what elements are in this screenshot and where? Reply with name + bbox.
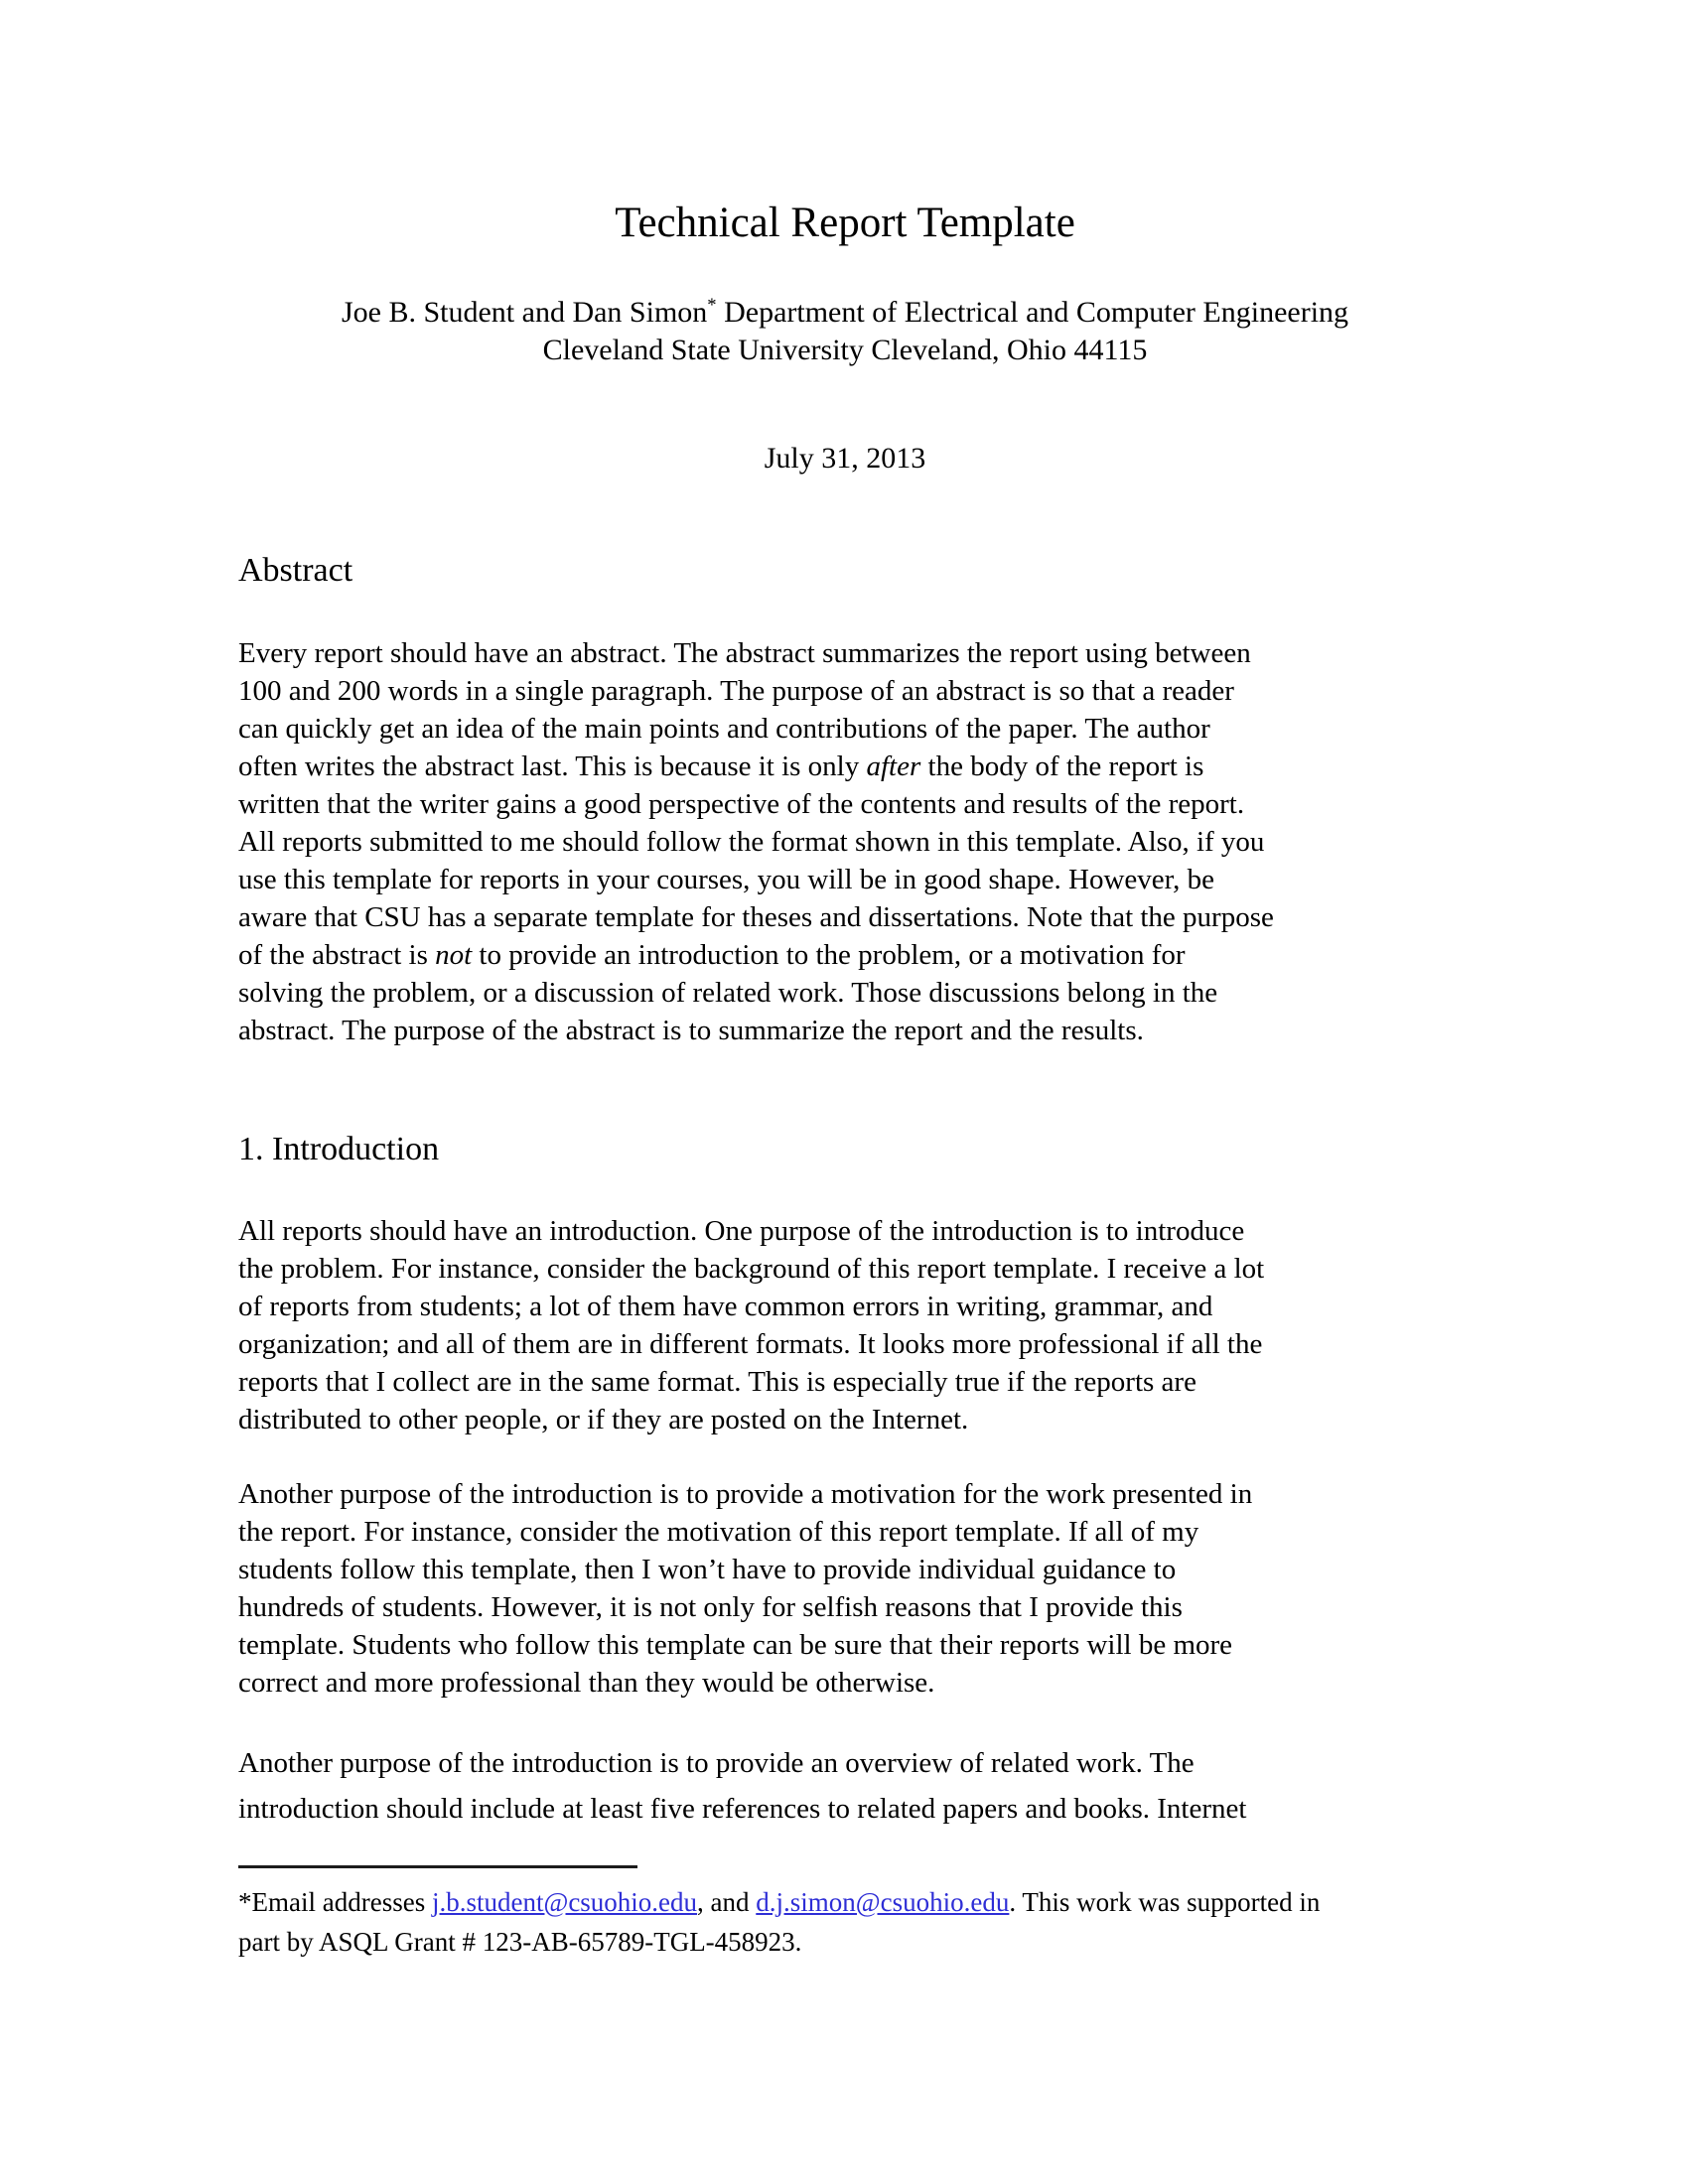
text-line (238, 710, 1452, 748)
abstract-paragraph (238, 634, 1452, 1049)
text-span: distributed to other people, or if they are posted on the Internet. (238, 1404, 969, 1435)
text-span: part by ASQL Grant # 123-AB-65789-TGL-458923. (238, 1927, 802, 1957)
introduction-paragraph-1 (238, 1212, 1452, 1438)
text-span: , and (697, 1887, 757, 1917)
footnote-text (238, 1882, 1452, 1962)
text-line (238, 1626, 1452, 1664)
text-span: written that the writer gains a good perspective of the contents and results of the report. (238, 788, 1245, 820)
author-block (238, 294, 1452, 369)
text-line (238, 1250, 1452, 1288)
text-line (238, 1363, 1452, 1401)
text-span: Department of Electrical and Computer Engineering (716, 296, 1349, 329)
text-span: All reports should have an introduction. One purpose of the introduction is to introduce (238, 1215, 1245, 1247)
text-line (238, 823, 1452, 861)
text-span: correct and more professional than they would be otherwise. (238, 1667, 935, 1699)
text-line (238, 748, 1452, 785)
text-span: template. Students who follow this template can be sure that their reports will be more (238, 1629, 1233, 1661)
text-line (238, 1475, 1452, 1513)
text-span: of the abstract is (238, 939, 436, 971)
text-line (238, 634, 1452, 672)
text-span: reports that I collect are in the same format. This is especially true if the reports are (238, 1366, 1196, 1398)
text-span: hundreds of students. However, it is not only for selfish reasons that I provide this (238, 1591, 1183, 1623)
text-span: 100 and 200 words in a single paragraph. The purpose of an abstract is so that a reader (238, 675, 1234, 707)
text-line (238, 1513, 1452, 1551)
text-span: aware that CSU has a separate template for theses and dissertations. Note that the purpose (238, 901, 1274, 933)
text-span: the report. For instance, consider the motivation of this report template. If all of my (238, 1516, 1199, 1548)
text-line (238, 1664, 1452, 1702)
introduction-paragraph-3 (238, 1740, 1452, 1832)
footnote-marker: * (707, 295, 717, 316)
text-line (238, 1325, 1452, 1363)
text-span: solving the problem, or a discussion of related work. Those discussions belong in the (238, 977, 1218, 1009)
text-span: students follow this template, then I won’t have to provide individual guidance to (238, 1554, 1177, 1585)
text-span: Another purpose of the introduction is to provide a motivation for the work presented in (238, 1478, 1253, 1510)
text-span: of reports from students; a lot of them have common errors in writing, grammar, and (238, 1291, 1213, 1322)
text-line (238, 1212, 1452, 1250)
text-line (238, 672, 1452, 710)
text-line (238, 1288, 1452, 1325)
text-span: introduction should include at least five references to related papers and books. Internet (238, 1793, 1247, 1825)
text-span: the problem. For instance, consider the background of this report template. I receive a lot (238, 1253, 1265, 1285)
text-span: Joe B. Student and Dan Simon (341, 296, 708, 329)
introduction-heading: 1. Introduction (238, 1131, 440, 1167)
text-line (238, 1588, 1452, 1626)
text-span: abstract. The purpose of the abstract is to summarize the report and the results. (238, 1015, 1144, 1046)
author-line (238, 294, 1452, 332)
text-span: All reports submitted to me should follow the format shown in this template. Also, if you (238, 826, 1265, 858)
abstract-heading: Abstract (238, 552, 353, 589)
text-span: Another purpose of the introduction is to provide an overview of related work. The (238, 1747, 1195, 1779)
text-line (238, 974, 1452, 1012)
text-span: *Email addresses (238, 1887, 432, 1917)
text-span: to provide an introduction to the problem, or a motivation for (472, 939, 1186, 971)
report-title: Technical Report Template (615, 200, 1075, 246)
text-span: use this template for reports in your courses, you will be in good shape. However, be (238, 864, 1214, 895)
text-line (238, 1922, 1452, 1962)
text-line (238, 1786, 1452, 1832)
introduction-paragraph-2 (238, 1475, 1452, 1702)
report-date: July 31, 2013 (764, 442, 926, 475)
text-span: . This work was supported in (1009, 1887, 1321, 1917)
text-span: Every report should have an abstract. The abstract summarizes the report using between (238, 637, 1251, 669)
text-span: can quickly get an idea of the main points and contributions of the paper. The author (238, 713, 1210, 745)
text-line (238, 785, 1452, 823)
italic-text: after (866, 751, 921, 782)
text-line (238, 1882, 1452, 1922)
text-line (238, 1551, 1452, 1588)
text-line (238, 898, 1452, 936)
italic-text: not (435, 939, 473, 971)
text-span: organization; and all of them are in different formats. It looks more professional if all the (238, 1328, 1263, 1360)
footnote-rule (238, 1865, 637, 1868)
affiliation-line: Cleveland State University Cleveland, Ohio 44115 (542, 334, 1148, 366)
text-line (238, 294, 1452, 332)
text-line (238, 1012, 1452, 1049)
text-span: often writes the abstract last. This is because it is only (238, 751, 867, 782)
text-line (238, 861, 1452, 898)
text-line (238, 1740, 1452, 1786)
email-link[interactable]: d.j.simon@csuohio.edu (756, 1887, 1010, 1917)
text-line (238, 936, 1452, 974)
text-line (238, 1401, 1452, 1438)
text-span: the body of the report is (920, 751, 1204, 782)
email-link[interactable]: j.b.student@csuohio.edu (431, 1887, 698, 1917)
